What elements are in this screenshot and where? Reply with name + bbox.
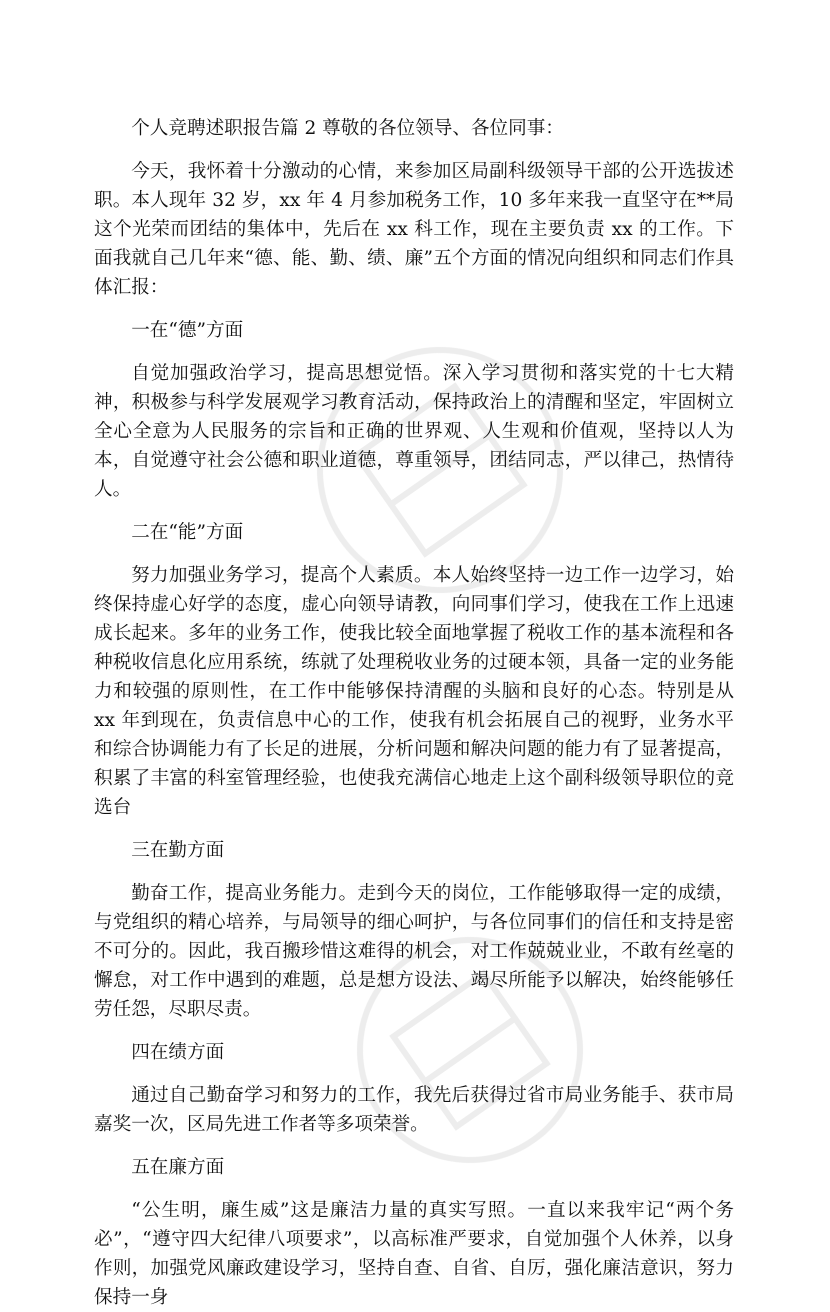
section-body-neng: 努力加强业务学习，提高个人素质。本人始终坚持一边工作一边学习，始终保持虚心好学的态度，虚心向领导请教，向同事们学习，使我在工作上迅速成长起来。多年的业务工作，使我比较全面地掌握了税收工作的基本流程和各种税收信息化应用系统，练就了处理税收业务的过硬本领，具备一定的业务能力和较强的原则性，在工作中能够保持清醒的头脑和良好的心态。特别是从 xx 年到现在，负责信息中心的工作，使我有机会拓展自己的视野，业务水平和综合协调能力有了长足的进展，分析问题和解决问题的能力有了显著提高，积累了丰富的科室管理经验，也使我充满信心地走上这个副科级领导职位的竞选台 — [94, 565, 734, 818]
section-body-de: 自觉加强政治学习，提高思想觉悟。深入学习贯彻和落实党的十七大精神，积极参与科学发展观学习教育活动，保持政治上的清醒和坚定，牢固树立全心全意为人民服务的宗旨和正确的世界观、人生观和价值观，坚持以人为本，自觉遵守社会公德和职业道德，尊重领导，团结同志，严以律己，热情待人。 — [94, 363, 734, 500]
section-body-ji: 通过自己勤奋学习和努力的工作，我先后获得过省市局业务能手、获市局嘉奖一次，区局先进工作者等多项荣誉。 — [94, 1085, 734, 1135]
section-heading-neng: 二在“能”方面 — [131, 522, 244, 543]
section-heading-qin: 三在勤方面 — [131, 840, 225, 861]
intro-line: 个人竞聘述职报告篇 2 尊敬的各位领导、各位同事： — [131, 118, 564, 139]
section-heading-ji: 四在绩方面 — [131, 1042, 225, 1063]
document-body — [94, 114, 734, 1312]
section-body-lian: “公生明，廉生威”这是廉洁力量的真实写照。一直以来我牢记“两个务必”，“遵守四大纪律八项要求”，以高标准严要求，自觉加强个人休养，以身作则，加强党风廉政建设学习，坚持自查、自省、自厉，强化廉洁意识，努力保持一身 — [94, 1200, 734, 1308]
section-body-qin: 勤奋工作，提高业务能力。走到今天的岗位，工作能够取得一定的成绩，与党组织的精心培养，与局领导的细心呵护，与各位同事们的信任和支持是密不可分的。因此，我百搬珍惜这难得的机会，对工作兢兢业业，不敢有丝毫的懈怠，对工作中遇到的难题，总是想方设法、竭尽所能予以解决，始终能够任劳任怨，尽职尽责。 — [94, 883, 734, 1020]
section-heading-de: 一在“德”方面 — [131, 320, 244, 341]
section-heading-lian: 五在廉方面 — [131, 1157, 225, 1178]
opening-paragraph: 今天，我怀着十分激动的心情，来参加区局副科级领导干部的公开选拔述职。本人现年 32 岁，xx 年 4 月参加税务工作，10 多年来我一直坚守在**局这个光荣而团结的集体中，先后在 xx 科工作，现在主要负责 xx 的工作。下面我就自己几年来“德、能、勤、绩、廉”五个方面的情况向组织和同志们作具体汇报： — [94, 161, 734, 298]
